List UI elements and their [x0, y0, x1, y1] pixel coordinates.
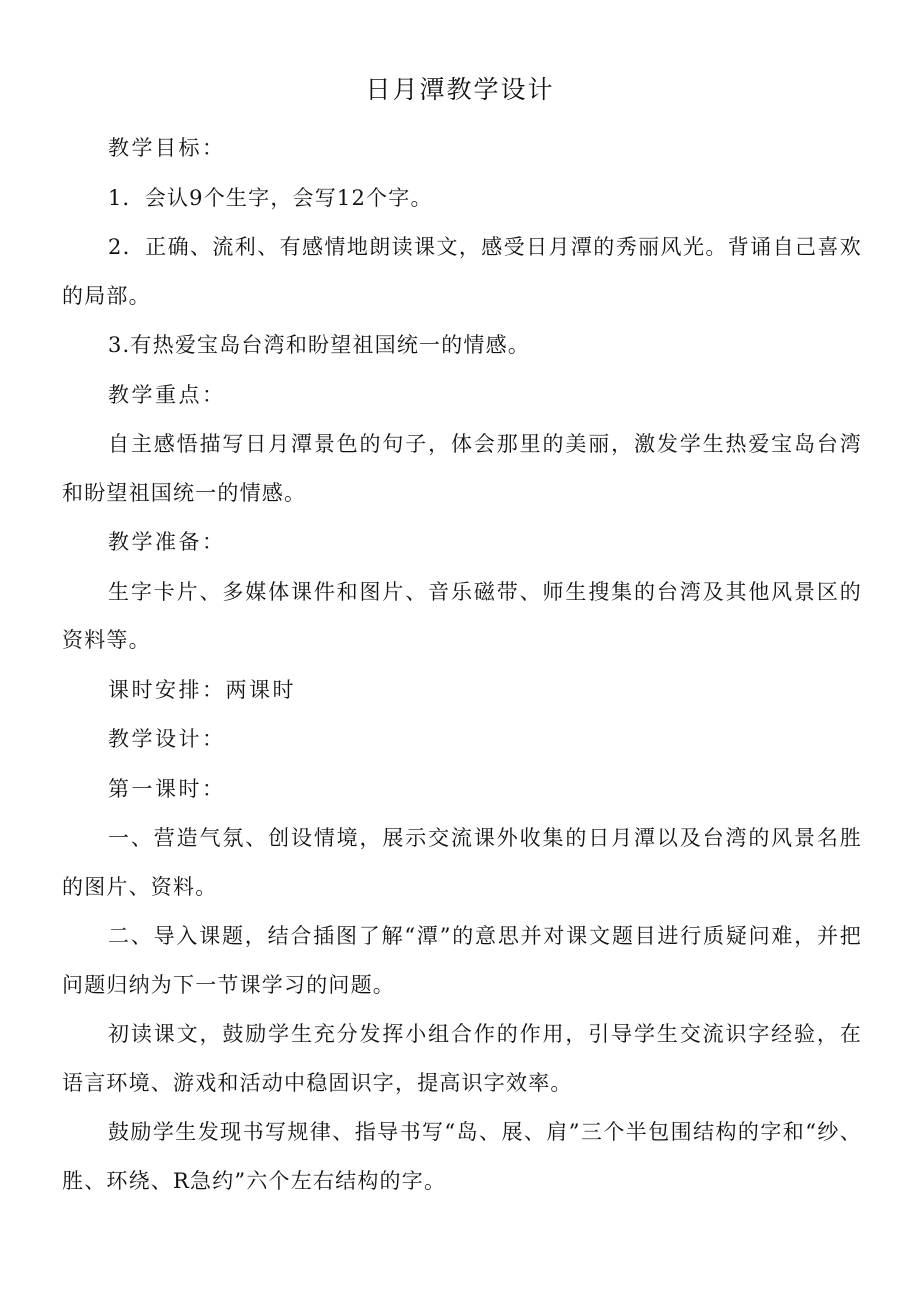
section-heading-key-points: 教学重点：: [108, 382, 226, 407]
objective-item-3: 3.有热爱宝岛台湾和盼望祖国统一的情感。: [108, 333, 531, 357]
lesson-step-4: 鼓励学生发现书写规律、指导书写“岛、展、肩”三个半包围结构的字和“纱、胜、环绕、R急约”六个左右结构的字。: [62, 1120, 862, 1193]
lesson-step-3: 初读课文，鼓励学生充分发挥小组合作的作用，引导学生交流识字经验，在语言环境、游戏和活动中稳固识字，提高识字效率。: [62, 1022, 862, 1095]
document-title: 日月潭教学设计: [365, 75, 555, 104]
objective-item-1: 1．会认9个生字，会写12个字。: [108, 185, 433, 210]
section-heading-objectives: 教学目标：: [108, 136, 226, 160]
section-heading-design: 教学设计：: [108, 727, 226, 751]
section-heading-first-lesson: 第一课时：: [108, 776, 226, 801]
section-heading-preparation: 教学准备：: [108, 530, 226, 554]
document-body: [62, 124, 862, 1206]
lesson-step-2: 二、导入课题，结合插图了解“潭”的意思并对课文题目进行质疑问难，并把问题归纳为下一节课学习的问题。: [62, 924, 862, 997]
key-points-text: 自主感悟描写日月潭景色的句子，体会那里的美丽，激发学生热爱宝岛台湾和盼望祖国统一的情感。: [62, 432, 862, 505]
preparation-text: 生字卡片、多媒体课件和图片、音乐磁带、师生搜集的台湾及其他风景区的资料等。: [62, 579, 862, 652]
objective-item-2: 2．正确、流利、有感情地朗读课文，感受日月潭的秀丽风光。背诵自己喜欢的局部。: [62, 235, 862, 308]
lesson-step-1: 一、营造气氛、创设情境，展示交流课外收集的日月潭以及台湾的风景名胜的图片、资料。: [62, 826, 862, 899]
schedule-text: 课时安排：两课时: [108, 677, 296, 702]
